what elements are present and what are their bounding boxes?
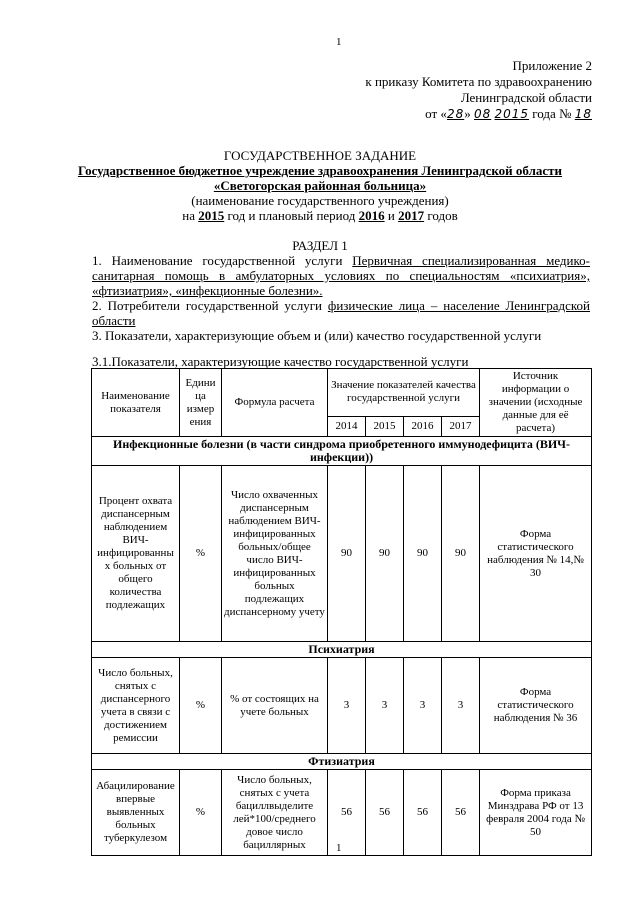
appendix-line2: к приказу Комитета по здравоохранению (365, 74, 592, 89)
row-value-2015: 90 (366, 466, 404, 642)
row-value-2014: 90 (328, 466, 366, 642)
item1-value: Первичная специализированная медико-санитарная помощь в амбулаторных условиях по специальностям «психиатрия», «фтизиатрия», «инфекционные болезни». (92, 253, 590, 298)
institution-line1: Государственное бюджетное учреждение здравоохранения Ленинградской области (77, 163, 563, 178)
row-value-2015: 56 (366, 770, 404, 856)
header-unit: Едини ца измер ения (180, 369, 222, 437)
row-name: Абацилирование впервые выявленных больных туберкулезом (92, 770, 180, 856)
header-formula: Формула расчета (222, 369, 328, 437)
table-row (92, 658, 592, 754)
period-prefix: на (182, 208, 195, 223)
date-day: 28 (446, 107, 465, 121)
row-formula: Число охваченных диспансерным наблюдением ВИЧ-инфицированных больных/общее число ВИЧ-инфицированных больных подлежащих диспансерному учету (222, 466, 328, 642)
row-source: Форма статистического наблюдения № 14,№ 30 (480, 466, 592, 642)
group-title: Фтизиатрия (92, 754, 592, 770)
header-source: Источник информации о значении (исходные данные для её расчета) (480, 369, 592, 437)
section-heading: РАЗДЕЛ 1 (292, 238, 348, 253)
row-value-2015: 3 (366, 658, 404, 754)
page-number-top: 1 (336, 36, 342, 48)
row-name: Процент охвата диспансерным наблюдением ВИЧ-инфицированны х больных от общего количества подлежащих (92, 466, 180, 642)
item1 (92, 253, 590, 298)
item2-label: 2. Потребители государственной услуги (92, 298, 322, 313)
row-formula: Число больных, снятых с учета бациллвыделите лей*100/среднего довое число бациллярных (222, 770, 328, 856)
period-year1: 2015 (198, 208, 225, 223)
item2 (92, 298, 590, 328)
group-title: Инфекционные болезни (в части синдрома приобретенного иммунодефицита (ВИЧ-инфекции)) (92, 437, 592, 466)
period-year2: 2016 (358, 208, 385, 223)
date-year: 2015 (494, 107, 530, 121)
row-unit: % (180, 770, 222, 856)
header-year-2014: 2014 (328, 416, 366, 436)
row-value-2016: 56 (404, 770, 442, 856)
row-value-2014: 56 (328, 770, 366, 856)
table-row (92, 466, 592, 642)
subsection-heading: 3.1.Показатели, характеризующие качество государственной услуги (92, 354, 469, 369)
group-title: Психиатрия (92, 642, 592, 658)
date-month: 08 (473, 107, 492, 121)
row-unit: % (180, 466, 222, 642)
date-prefix: от « (425, 106, 447, 121)
period-mid: год и плановый период (227, 208, 356, 223)
row-name: Число больных, снятых с диспансерного учета в связи с достижением ремиссии (92, 658, 180, 754)
page-number-bottom: 1 (336, 842, 342, 854)
appendix-line3: Ленинградской области (460, 90, 592, 105)
appendix-block (365, 58, 592, 122)
date-mid: » (464, 106, 471, 121)
row-source: Форма статистического наблюдения № 36 (480, 658, 592, 754)
header-name: Наименование показателя (92, 369, 180, 437)
row-value-2017: 90 (442, 466, 480, 642)
period-line (60, 208, 580, 223)
row-value-2017: 56 (442, 770, 480, 856)
row-source: Форма приказа Минздрава РФ от 13 февраля 2004 года № 50 (480, 770, 592, 856)
institution-line2: «Светогорская районная больница» (213, 178, 427, 193)
document-title: ГОСУДАРСТВЕННОЕ ЗАДАНИЕ (223, 148, 417, 163)
date-year-word: года № (532, 106, 572, 121)
header-year-2016: 2016 (404, 416, 442, 436)
header-year-2015: 2015 (366, 416, 404, 436)
order-number: 18 (574, 107, 592, 121)
row-value-2017: 3 (442, 658, 480, 754)
header-year-2017: 2017 (442, 416, 480, 436)
row-unit: % (180, 658, 222, 754)
period-and: и (387, 208, 395, 223)
item2-value: физические лица – население Ленинградской области (92, 298, 590, 328)
item1-label: 1. Наименование государственной услуги (92, 253, 343, 268)
header-values-group: Значение показателей качества государственной услуги (328, 369, 480, 417)
row-value-2016: 3 (404, 658, 442, 754)
period-suffix: годов (427, 208, 458, 223)
item3: 3. Показатели, характеризующие объем и (или) качество государственной услуги (92, 328, 542, 343)
quality-indicators-table (91, 368, 592, 856)
appendix-date-line (365, 106, 592, 122)
institution-caption: (наименование государственного учреждения) (191, 193, 449, 208)
row-value-2014: 3 (328, 658, 366, 754)
table-row (92, 770, 592, 856)
row-formula: % от состоящих на учете больных (222, 658, 328, 754)
appendix-line1: Приложение 2 (512, 58, 592, 73)
period-year3: 2017 (398, 208, 425, 223)
row-value-2016: 90 (404, 466, 442, 642)
